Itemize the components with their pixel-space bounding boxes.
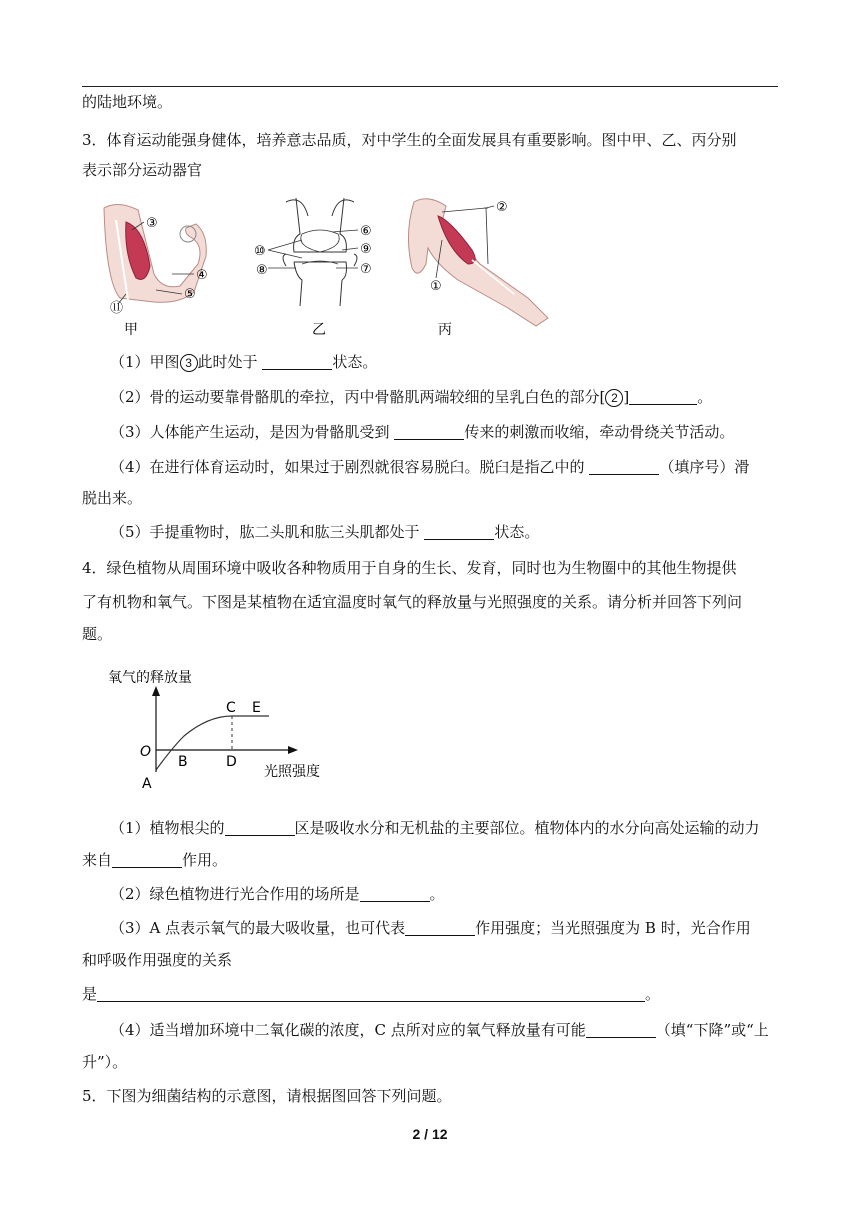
page-number: 2 / 12 — [412, 1126, 448, 1142]
q3-sub5: （5）手提重物时，肱二头肌和肱三头肌都处于 状态。 — [110, 523, 540, 541]
q4-stem-line3: 题。 — [82, 625, 113, 643]
point-b-label: B — [178, 754, 188, 770]
q4-sub2: （2）绿色植物进行光合作用的场所是 。 — [110, 885, 445, 903]
label-jia: 甲 — [124, 322, 138, 338]
q3-blank-1[interactable] — [262, 353, 332, 370]
point-d-label: D — [226, 754, 237, 770]
x-axis-label: 光照强度 — [264, 764, 320, 780]
joint-yi-drawing — [283, 198, 357, 306]
q5-stem: 5．下图为细菌结构的示意图，请根据图回答下列问题。 — [82, 1087, 452, 1105]
marker-2: ② — [496, 200, 508, 215]
q3-sub2: （2）骨的运动要靠骨骼肌的牵拉，丙中骨骼肌两端较细的呈乳白色的部分[ 2 ] 。 — [110, 388, 713, 406]
q4-sub1: （1）植物根尖的 区是吸收水分和无机盐的主要部位。植物体内的水分向高处运输的动力 — [110, 819, 760, 837]
marker-10: ⑩ — [254, 244, 266, 259]
q4-blank-1[interactable] — [225, 819, 295, 836]
q3-blank-3[interactable] — [394, 423, 464, 440]
q4-sub1-cont: 来自 作用。 — [82, 851, 228, 869]
marker-9: ⑨ — [360, 242, 372, 257]
marker-3: ③ — [146, 216, 158, 231]
q3-stem-line1: 3．体育运动能强身健体，培养意志品质，对中学生的全面发展具有重要影响。图中甲、乙、丙分别 — [82, 131, 737, 149]
q4-blank-2[interactable] — [112, 851, 182, 868]
q3-sub1: （1）甲图 3 此时处于 状态。 — [110, 353, 378, 371]
marker-1: ① — [430, 279, 442, 294]
q3-figure — [96, 194, 556, 340]
leg-bing-drawing — [408, 199, 548, 326]
marker-6: ⑥ — [360, 224, 372, 239]
marker-4: ④ — [196, 268, 208, 283]
marker-7: ⑦ — [360, 262, 372, 277]
circled-number-2: 2 — [605, 389, 623, 407]
oxygen-light-graph — [104, 662, 354, 802]
q4-sub3: （3）A 点表示氧气的最大吸收量，也可代表 作用强度；当光照强度为 B 时，光合作用 — [110, 919, 751, 937]
q3-blank-2[interactable] — [629, 388, 697, 405]
q3-sub4: （4）在进行体育运动时，如果过于剧烈就很容易脱臼。脱臼是指乙中的 （填序号）滑 — [110, 458, 750, 476]
q3-sub3: （3）人体能产生运动，是因为骨骼肌受到 传来的刺激而收缩，牵动骨绕关节活动。 — [110, 423, 735, 441]
y-axis-label: 氧气的释放量 — [108, 670, 192, 686]
q4-blank-4[interactable] — [405, 919, 475, 936]
q4-sub4: （4）适当增加环境中二氧化碳的浓度，C 点所对应的氧气释放量有可能 （填“下降”或“上 — [110, 1021, 769, 1039]
q3-blank-4[interactable] — [589, 458, 659, 475]
q4-blank-6[interactable] — [586, 1021, 656, 1038]
header-rule — [82, 86, 778, 87]
x-axis-arrow — [288, 746, 298, 754]
point-e-label: E — [252, 700, 261, 716]
label-yi: 乙 — [312, 322, 326, 338]
oxygen-curve — [156, 716, 269, 770]
origin-label: O — [140, 744, 152, 760]
q4-blank-5[interactable] — [97, 985, 645, 1002]
q4-blank-3[interactable] — [360, 885, 430, 902]
marker-11: ⑪ — [110, 301, 124, 316]
q4-stem-line2: 了有机物和氧气。下图是某植物在适宜温度时氧气的释放量与光照强度的关系。请分析并回答下列问 — [82, 593, 743, 611]
q4-sub3-cont: 和呼吸作用强度的关系 — [82, 951, 233, 969]
continuation-text: 的陆地环境。 — [82, 93, 173, 111]
q3-blank-5[interactable] — [424, 523, 494, 540]
marker-8: ⑧ — [256, 263, 268, 278]
q4-sub3-answer-line: 是 。 — [82, 985, 661, 1003]
point-a-label: A — [142, 776, 152, 792]
circled-number-3: 3 — [180, 354, 198, 372]
marker-5: ⑤ — [184, 287, 196, 302]
q4-sub4-cont: 升”）。 — [82, 1053, 128, 1071]
q4-stem-line1: 4．绿色植物从周围环境中吸收各种物质用于自身的生长、发育，同时也为生物圈中的其他生物提供 — [82, 559, 737, 577]
q3-stem-line2: 表示部分运动器官 — [82, 161, 203, 179]
label-bing: 丙 — [438, 322, 452, 338]
y-axis-arrow — [152, 686, 160, 696]
point-c-label: C — [226, 700, 236, 716]
q3-sub4-cont: 脱出来。 — [82, 489, 143, 507]
